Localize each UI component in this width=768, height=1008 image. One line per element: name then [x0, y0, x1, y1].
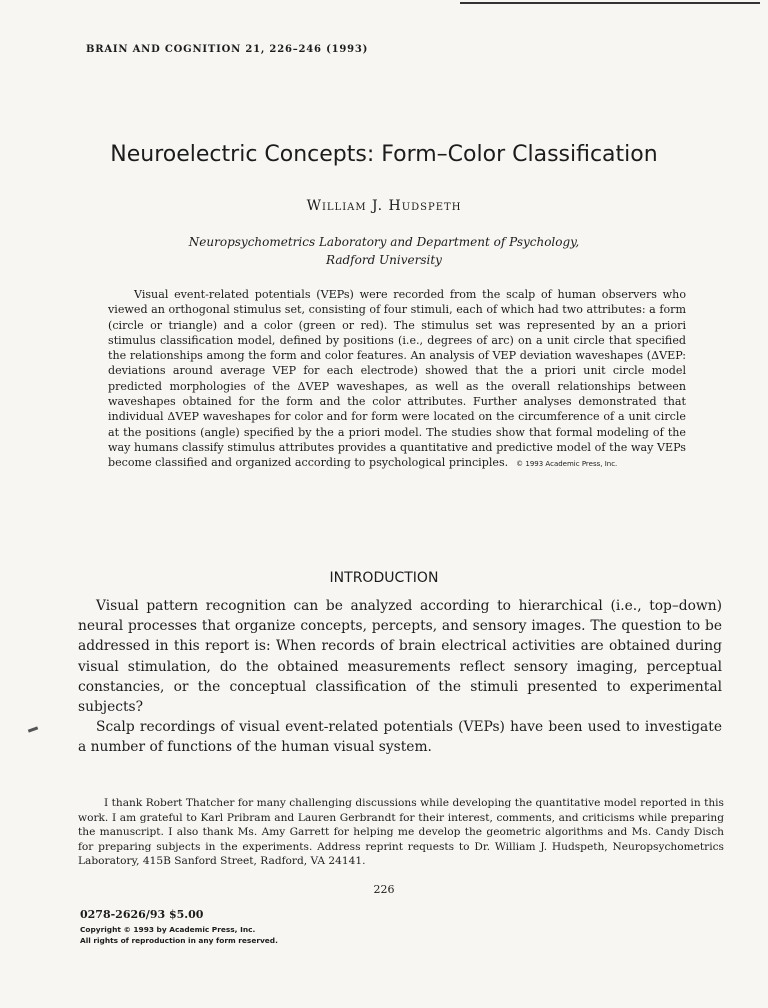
- section-heading: INTRODUCTION: [329, 570, 439, 586]
- journal-citation: BRAIN AND COGNITION 21, 226–246 (1993): [86, 44, 369, 55]
- article-title: Neuroelectric Concepts: Form–Color Classification: [110, 142, 658, 167]
- copyright-line-2: All rights of reproduction in any form reserved.: [80, 936, 278, 945]
- issn-price: 0278-2626/93 $5.00: [80, 908, 204, 921]
- affiliation-line-1: Neuropsychometrics Laboratory and Department of Psychology,: [188, 235, 580, 249]
- footnote: I thank Robert Thatcher for many challenging discussions while developing the quantitative model reported in this work. I am grateful to Karl Pribram and Lauren Gerbrandt for their interest, comments, and criticisms while preparing the manuscript. I also thank Ms. Amy Garrett for helping me develop the geometric algorithms and Ms. Candy Disch for preparing subjects in the experiments. Address reprint requests to Dr. William J. Hudspeth, Neuropsychometrics Laboratory, 415B Sanford Street, Radford, VA 24141.: [78, 797, 724, 868]
- abstract: [108, 287, 686, 473]
- author-name: William J. Hudspeth: [306, 198, 462, 214]
- abstract-copyright: © 1993 Academic Press, Inc.: [516, 460, 618, 469]
- body-paragraph-1: Visual pattern recognition can be analyzed according to hierarchical (i.e., top–down) neural processes that organize concepts, percepts, and sensory images. The question to be addressed in this report is: When records of brain electrical activities are obtained during visual stimulation, do the obtained measurements reflect sensory imaging, perceptual constancies, or the conceptual classification of the stimuli presented to experimental subjects?: [78, 598, 722, 716]
- body-paragraph-2: Scalp recordings of visual event-related potentials (VEPs) have been used to investigate a number of functions of the human visual system.: [78, 719, 722, 756]
- page-number: 226: [373, 883, 395, 896]
- copyright-line-1: Copyright © 1993 by Academic Press, Inc.: [80, 925, 256, 934]
- abstract-text: Visual event-related potentials (VEPs) were recorded from the scalp of human observers who viewed an orthogonal stimulus set, consisting of four stimuli, each of which had two attributes: a form (circle or triangle) and a color (green or red). The stimulus set was represented by an a priori stimulus classification model, defined by positions (i.e., degrees of arc) on a unit circle that specified the relationships among the form and color features. An analysis of VEP deviation waveshapes (ΔVEP: deviations around average VEP for each electrode) showed that the a priori unit circle model predicted morphologies of the ΔVEP waveshapes, as well as the overall relationships between waveshapes obtained for the form and the color attributes. Further analyses demonstrated that individual ΔVEP waveshapes for color and for form were located on the circumference of a unit circle at the positions (angle) specified by the a priori model. The studies show that formal modeling of the way humans classify stimulus attributes provides a quantitative and predictive model of the way VEPs become classified and organized according to psychological principles.: [108, 288, 686, 470]
- margin-smudge: [28, 726, 38, 732]
- affiliation-line-2: Radford University: [326, 253, 442, 267]
- author-affiliation: [0, 233, 768, 269]
- copyright-notice: [80, 924, 278, 946]
- top-rule: [460, 2, 760, 4]
- body-text: [78, 596, 722, 758]
